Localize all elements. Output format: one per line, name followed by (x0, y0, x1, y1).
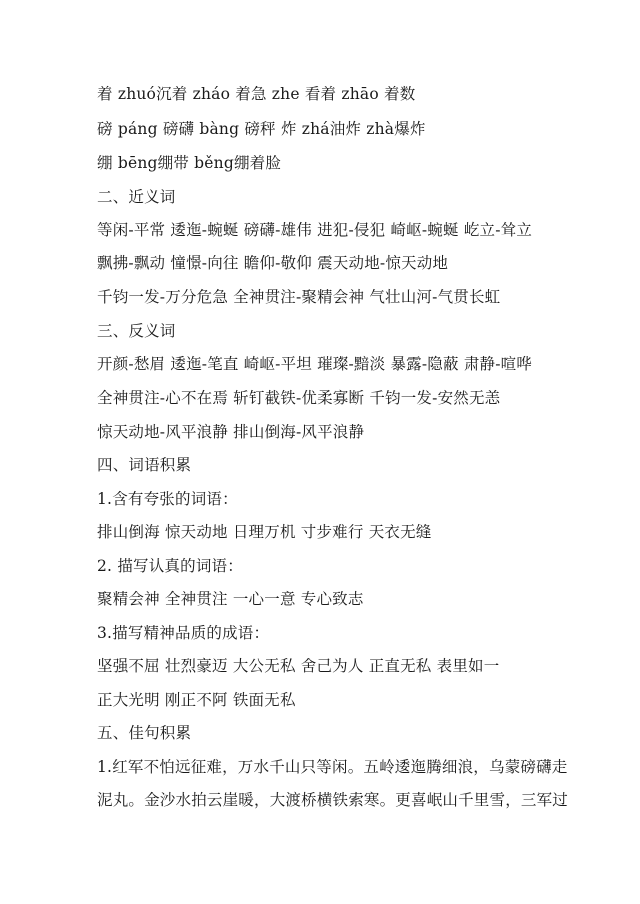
section-heading-synonyms: 二、近义词 (97, 188, 176, 206)
subheading-serious: 2. 描写认真的词语： (97, 557, 243, 575)
section-heading-vocabulary: 四、词语积累 (97, 456, 192, 474)
sentence-line-2: 泥丸。金沙水拍云崖暖，大渡桥横铁索寒。更喜岷山千里雪，三军过 (97, 791, 569, 809)
antonyms-line-2: 全神贯注-心不在焉 斩钉截铁-优柔寡断 千钧一发-安然无恙 (97, 389, 501, 407)
spirit-words-line-2: 正大光明 刚正不阿 铁面无私 (97, 691, 296, 709)
pronunciation-pang: 磅 páng 磅礴 bàng 磅秤 炸 zhá油炸 zhà爆炸 (97, 120, 426, 138)
antonyms-line-3: 惊天动地-风平浪静 排山倒海-风平浪静 (97, 423, 365, 441)
section-heading-antonyms: 三、反义词 (97, 322, 176, 340)
antonyms-line-1: 开颜-愁眉 逶迤-笔直 崎岖-平坦 璀璨-黯淡 暴露-隐蔽 肃静-喧哗 (97, 355, 533, 373)
serious-words: 聚精会神 全神贯注 一心一意 专心致志 (97, 590, 364, 608)
pronunciation-beng: 绷 bēng绷带 běng绷着脸 (97, 154, 282, 172)
sentence-line-1: 1.红军不怕远征难，万水千山只等闲。五岭逶迤腾细浪，乌蒙磅礴走 (97, 758, 568, 776)
exaggeration-words: 排山倒海 惊天动地 日理万机 寸步难行 天衣无缝 (97, 523, 432, 541)
section-heading-sentences: 五、佳句积累 (97, 724, 192, 742)
synonyms-line-3: 千钧一发-万分危急 全神贯注-聚精会神 气壮山河-气贯长虹 (97, 288, 501, 306)
subheading-spirit: 3.描写精神品质的成语： (97, 624, 270, 642)
subheading-exaggeration: 1.含有夸张的词语： (97, 490, 238, 508)
synonyms-line-1: 等闲-平常 逶迤-蜿蜒 磅礴-雄伟 进犯-侵犯 崎岖-蜿蜒 屹立-耸立 (97, 221, 533, 239)
pronunciation-zhuo: 着 zhuó沉着 zháo 着急 zhe 看着 zhāo 着数 (97, 85, 416, 103)
synonyms-line-2: 飘拂-飘动 憧憬-向往 瞻仰-敬仰 震天动地-惊天动地 (97, 254, 449, 272)
spirit-words-line-1: 坚强不屈 壮烈豪迈 大公无私 舍己为人 正直无私 表里如一 (97, 657, 500, 675)
